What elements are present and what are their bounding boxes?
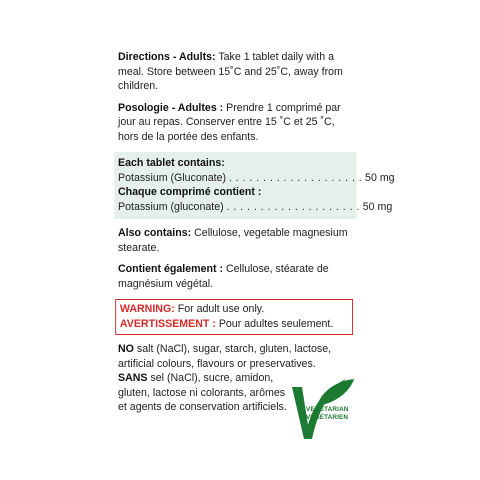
ingredient-row-english [118,171,395,186]
warning-box [115,299,353,335]
ingredient-name-english: Potassium (Gluconate) [118,171,227,184]
warning-french-text: Pour adultes seulement. [215,317,334,330]
directions-english [118,50,351,94]
warning-english-heading: WARNING: [119,303,175,315]
leader-dots: . . . . . . . . . . . . . . . . . . . . [226,200,360,213]
ingredients-box [114,152,395,219]
also-contains-french [118,262,351,291]
ingredient-row-french [118,200,393,215]
contains-french-heading: Chaque comprimé contient : [118,186,262,198]
warning-english [120,302,348,317]
also-contains-english [118,226,351,255]
ingredient-amount-english: 50 mg [365,171,395,184]
warning-french [120,317,348,332]
directions-french [118,101,351,145]
warning-english-text: For adult use only. [174,303,265,315]
free-from-english-text: salt (NaCl), sugar, starch, gluten, lactose, artificial colours, flavours or preservatives. [118,343,332,370]
also-contains-french-heading: Contient également : [118,263,224,275]
vegetarian-badge-text [306,406,348,421]
free-from-english [118,342,334,371]
directions-english-heading: Directions - Adults: [118,51,216,63]
also-contains-french-text: Cellulose, stéarate de magnésium végétal. [118,263,329,290]
directions-french-heading: Posologie - Adultes : [118,101,224,114]
contains-english-heading: Each tablet contains: [118,157,225,169]
warning-french-heading: AVERTISSEMENT : [119,317,216,330]
directions-english-text: Take 1 tablet daily with a meal. Store between 15˚C and 25˚C, away from children. [118,51,343,92]
free-from-french-text: sel (NaCl), sucre, amidon, gluten, lactose ni colorants, arômes et agents de conservation artificiels. [118,372,287,413]
also-contains-english-heading: Also contains: [118,227,192,239]
vegetarian-label-french: VÉGÉTARIEN [306,413,349,421]
free-from-french [118,371,287,415]
also-contains-english-text: Cellulose, vegetable magnesium stearate. [118,227,348,254]
free-from-french-heading: SANS [118,372,148,384]
product-label [118,50,395,415]
directions-french-text: Prendre 1 comprimé par jour au repas. Conserver entre 15 ˚C et 25 ˚C, hors de la portée des enfants. [118,101,341,143]
ingredient-name-french: Potassium (gluconate) [118,200,224,213]
free-from-english-heading: NO [118,343,134,355]
ingredient-amount-french: 50 mg [362,200,393,213]
vegetarian-label-english: VEGETARIAN [306,406,349,413]
leader-dots: . . . . . . . . . . . . . . . . . . . . [228,171,363,184]
